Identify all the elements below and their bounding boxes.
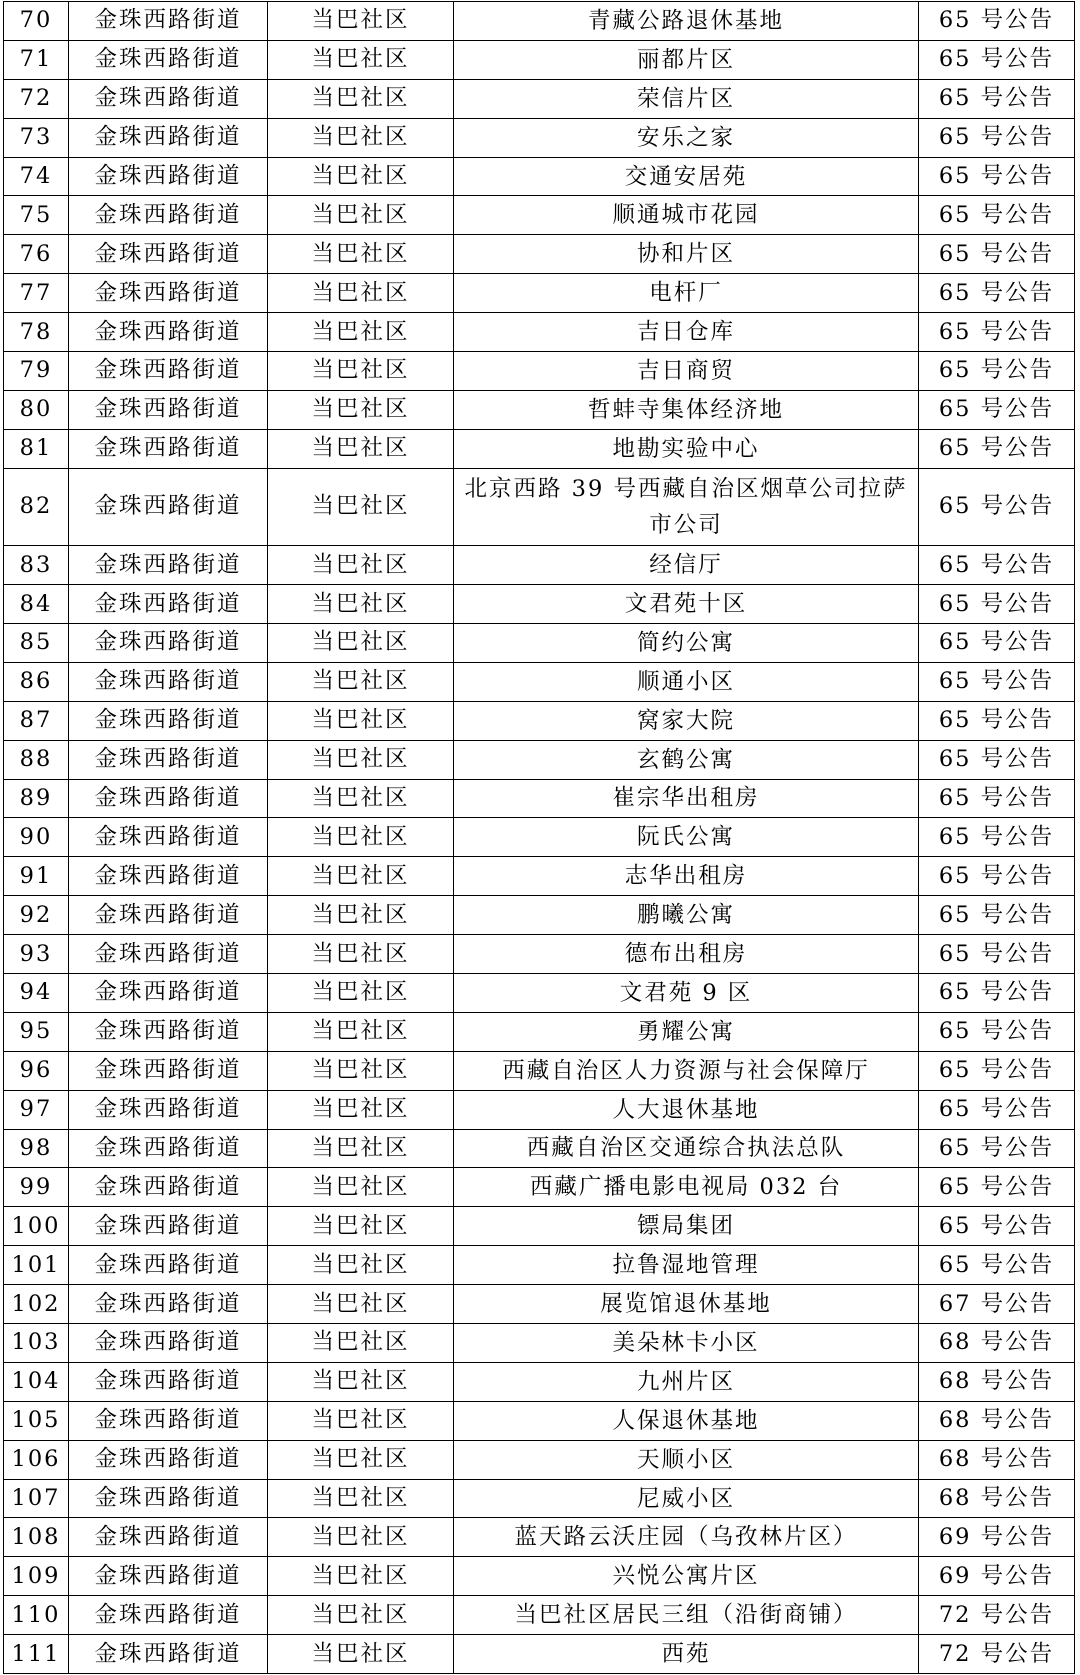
row-number-cell: 109 (4, 1557, 69, 1596)
community-cell: 当巴社区 (268, 1129, 454, 1168)
place-cell: 天顺小区 (454, 1440, 919, 1479)
table-row (4, 274, 1075, 313)
community-cell: 当巴社区 (268, 235, 454, 274)
notice-cell: 65 号公告 (919, 468, 1075, 546)
place-cell: 简约公寓 (454, 623, 919, 662)
community-cell: 当巴社区 (268, 818, 454, 857)
row-number-cell: 93 (4, 935, 69, 974)
place-cell: 地勘实验中心 (454, 429, 919, 468)
place-cell: 西藏自治区交通综合执法总队 (454, 1129, 919, 1168)
table-row (4, 390, 1075, 429)
community-cell: 当巴社区 (268, 1479, 454, 1518)
row-number-cell: 99 (4, 1168, 69, 1207)
community-cell: 当巴社区 (268, 1557, 454, 1596)
row-number-cell: 72 (4, 79, 69, 118)
notice-cell: 65 号公告 (919, 623, 1075, 662)
community-cell: 当巴社区 (268, 1324, 454, 1363)
notice-cell: 68 号公告 (919, 1479, 1075, 1518)
row-number-cell: 76 (4, 235, 69, 274)
place-cell: 九州片区 (454, 1362, 919, 1401)
street-cell: 金珠西路街道 (69, 585, 268, 624)
row-number-cell: 110 (4, 1596, 69, 1635)
street-cell: 金珠西路街道 (69, 779, 268, 818)
notice-cell: 72 号公告 (919, 1596, 1075, 1635)
street-cell: 金珠西路街道 (69, 623, 268, 662)
table-row (4, 1285, 1075, 1324)
community-cell: 当巴社区 (268, 1207, 454, 1246)
notice-cell: 65 号公告 (919, 429, 1075, 468)
table-row (4, 623, 1075, 662)
community-cell: 当巴社区 (268, 623, 454, 662)
notice-cell: 65 号公告 (919, 740, 1075, 779)
table-row (4, 1518, 1075, 1557)
place-cell: 兴悦公寓片区 (454, 1557, 919, 1596)
notice-cell: 68 号公告 (919, 1401, 1075, 1440)
row-number-cell: 107 (4, 1479, 69, 1518)
street-cell: 金珠西路街道 (69, 740, 268, 779)
community-cell: 当巴社区 (268, 1246, 454, 1285)
community-cell: 当巴社区 (268, 1440, 454, 1479)
row-number-cell: 77 (4, 274, 69, 313)
street-cell: 金珠西路街道 (69, 973, 268, 1012)
notice-cell: 65 号公告 (919, 662, 1075, 701)
table-row (4, 429, 1075, 468)
table-row (4, 779, 1075, 818)
street-cell: 金珠西路街道 (69, 1051, 268, 1090)
street-cell: 金珠西路街道 (69, 196, 268, 235)
place-cell: 美朵林卡小区 (454, 1324, 919, 1363)
street-cell: 金珠西路街道 (69, 157, 268, 196)
community-cell: 当巴社区 (268, 896, 454, 935)
community-cell: 当巴社区 (268, 779, 454, 818)
community-cell: 当巴社区 (268, 274, 454, 313)
place-cell: 窝家大院 (454, 701, 919, 740)
street-cell: 金珠西路街道 (69, 818, 268, 857)
notice-cell: 65 号公告 (919, 1051, 1075, 1090)
street-cell: 金珠西路街道 (69, 1129, 268, 1168)
street-cell: 金珠西路街道 (69, 546, 268, 585)
table-row (4, 79, 1075, 118)
notice-cell: 65 号公告 (919, 196, 1075, 235)
notice-cell: 65 号公告 (919, 896, 1075, 935)
community-cell: 当巴社区 (268, 157, 454, 196)
table-row (4, 857, 1075, 896)
place-cell: 展览馆退休基地 (454, 1285, 919, 1324)
place-cell: 丽都片区 (454, 40, 919, 79)
community-cell: 当巴社区 (268, 196, 454, 235)
table-row (4, 1012, 1075, 1051)
place-cell: 吉日仓库 (454, 313, 919, 352)
place-cell: 顺通城市花园 (454, 196, 919, 235)
row-number-cell: 100 (4, 1207, 69, 1246)
community-cell: 当巴社区 (268, 2, 454, 41)
row-number-cell: 105 (4, 1401, 69, 1440)
table-row (4, 1207, 1075, 1246)
community-cell: 当巴社区 (268, 857, 454, 896)
row-number-cell: 89 (4, 779, 69, 818)
row-number-cell: 79 (4, 352, 69, 391)
table-row (4, 662, 1075, 701)
community-cell: 当巴社区 (268, 1596, 454, 1635)
notice-cell: 65 号公告 (919, 235, 1075, 274)
notice-cell: 65 号公告 (919, 546, 1075, 585)
table-row (4, 1324, 1075, 1363)
place-cell: 文君苑 9 区 (454, 973, 919, 1012)
row-number-cell: 103 (4, 1324, 69, 1363)
notice-cell: 65 号公告 (919, 973, 1075, 1012)
street-cell: 金珠西路街道 (69, 313, 268, 352)
table-row (4, 313, 1075, 352)
notice-cell: 65 号公告 (919, 585, 1075, 624)
place-cell: 尼威小区 (454, 1479, 919, 1518)
table-row (4, 1635, 1075, 1674)
community-cell: 当巴社区 (268, 935, 454, 974)
place-cell: 当巴社区居民三组（沿街商铺） (454, 1596, 919, 1635)
place-cell: 吉日商贸 (454, 352, 919, 391)
street-cell: 金珠西路街道 (69, 1285, 268, 1324)
table-row (4, 1596, 1075, 1635)
notice-cell: 65 号公告 (919, 1168, 1075, 1207)
table-row (4, 1051, 1075, 1090)
row-number-cell: 81 (4, 429, 69, 468)
place-cell: 鹏曦公寓 (454, 896, 919, 935)
community-cell: 当巴社区 (268, 40, 454, 79)
street-cell: 金珠西路街道 (69, 235, 268, 274)
notice-cell: 65 号公告 (919, 390, 1075, 429)
row-number-cell: 96 (4, 1051, 69, 1090)
row-number-cell: 111 (4, 1635, 69, 1674)
table-row (4, 546, 1075, 585)
notice-cell: 68 号公告 (919, 1440, 1075, 1479)
community-cell: 当巴社区 (268, 429, 454, 468)
table-row (4, 818, 1075, 857)
place-cell: 人保退休基地 (454, 1401, 919, 1440)
community-cell: 当巴社区 (268, 973, 454, 1012)
street-cell: 金珠西路街道 (69, 1207, 268, 1246)
place-cell: 西苑 (454, 1635, 919, 1674)
place-cell: 北京西路 39 号西藏自治区烟草公司拉萨市公司 (454, 468, 919, 546)
row-number-cell: 104 (4, 1362, 69, 1401)
notice-cell: 72 号公告 (919, 1635, 1075, 1674)
community-cell: 当巴社区 (268, 1285, 454, 1324)
notice-cell: 65 号公告 (919, 352, 1075, 391)
place-cell: 荣信片区 (454, 79, 919, 118)
row-number-cell: 102 (4, 1285, 69, 1324)
place-cell: 安乐之家 (454, 118, 919, 157)
notice-cell: 65 号公告 (919, 313, 1075, 352)
community-cell: 当巴社区 (268, 468, 454, 546)
place-cell: 交通安居苑 (454, 157, 919, 196)
notice-cell: 65 号公告 (919, 118, 1075, 157)
notice-cell: 65 号公告 (919, 40, 1075, 79)
table-row (4, 935, 1075, 974)
table-row (4, 1129, 1075, 1168)
row-number-cell: 90 (4, 818, 69, 857)
notice-cell: 67 号公告 (919, 1285, 1075, 1324)
row-number-cell: 95 (4, 1012, 69, 1051)
street-cell: 金珠西路街道 (69, 701, 268, 740)
street-cell: 金珠西路街道 (69, 1557, 268, 1596)
table-row (4, 1246, 1075, 1285)
table-row (4, 1401, 1075, 1440)
notice-cell: 65 号公告 (919, 157, 1075, 196)
place-cell: 西藏广播电影电视局 032 台 (454, 1168, 919, 1207)
row-number-cell: 70 (4, 2, 69, 41)
row-number-cell: 75 (4, 196, 69, 235)
notice-cell: 65 号公告 (919, 1246, 1075, 1285)
place-cell: 西藏自治区人力资源与社会保障厅 (454, 1051, 919, 1090)
street-cell: 金珠西路街道 (69, 1324, 268, 1363)
place-cell: 德布出租房 (454, 935, 919, 974)
street-cell: 金珠西路街道 (69, 1635, 268, 1674)
table-row (4, 1440, 1075, 1479)
row-number-cell: 87 (4, 701, 69, 740)
place-cell: 勇耀公寓 (454, 1012, 919, 1051)
community-cell: 当巴社区 (268, 118, 454, 157)
community-cell: 当巴社区 (268, 546, 454, 585)
place-cell: 电杆厂 (454, 274, 919, 313)
row-number-cell: 82 (4, 468, 69, 546)
street-cell: 金珠西路街道 (69, 118, 268, 157)
street-cell: 金珠西路街道 (69, 1518, 268, 1557)
community-cell: 当巴社区 (268, 313, 454, 352)
place-cell: 哲蚌寺集体经济地 (454, 390, 919, 429)
table-row (4, 973, 1075, 1012)
row-number-cell: 84 (4, 585, 69, 624)
notice-cell: 65 号公告 (919, 1090, 1075, 1129)
street-cell: 金珠西路街道 (69, 40, 268, 79)
notice-cell: 65 号公告 (919, 779, 1075, 818)
notice-cell: 65 号公告 (919, 857, 1075, 896)
place-cell: 人大退休基地 (454, 1090, 919, 1129)
row-number-cell: 85 (4, 623, 69, 662)
notice-cell: 68 号公告 (919, 1362, 1075, 1401)
street-cell: 金珠西路街道 (69, 429, 268, 468)
row-number-cell: 73 (4, 118, 69, 157)
area-notice-table (3, 1, 1075, 1674)
place-cell: 志华出租房 (454, 857, 919, 896)
table-body (4, 2, 1075, 1674)
street-cell: 金珠西路街道 (69, 352, 268, 391)
community-cell: 当巴社区 (268, 1090, 454, 1129)
row-number-cell: 88 (4, 740, 69, 779)
community-cell: 当巴社区 (268, 1518, 454, 1557)
row-number-cell: 101 (4, 1246, 69, 1285)
street-cell: 金珠西路街道 (69, 390, 268, 429)
community-cell: 当巴社区 (268, 390, 454, 429)
row-number-cell: 71 (4, 40, 69, 79)
table-row (4, 701, 1075, 740)
table-row (4, 40, 1075, 79)
table-row (4, 1090, 1075, 1129)
place-cell: 镖局集团 (454, 1207, 919, 1246)
notice-cell: 65 号公告 (919, 818, 1075, 857)
place-cell: 玄鹤公寓 (454, 740, 919, 779)
street-cell: 金珠西路街道 (69, 468, 268, 546)
notice-cell: 69 号公告 (919, 1557, 1075, 1596)
place-cell: 阮氏公寓 (454, 818, 919, 857)
table-row (4, 468, 1075, 546)
row-number-cell: 97 (4, 1090, 69, 1129)
street-cell: 金珠西路街道 (69, 1246, 268, 1285)
street-cell: 金珠西路街道 (69, 1090, 268, 1129)
place-cell: 青藏公路退休基地 (454, 2, 919, 41)
table-row (4, 896, 1075, 935)
row-number-cell: 80 (4, 390, 69, 429)
table-row (4, 1168, 1075, 1207)
street-cell: 金珠西路街道 (69, 857, 268, 896)
notice-cell: 68 号公告 (919, 1324, 1075, 1363)
table-row (4, 585, 1075, 624)
row-number-cell: 108 (4, 1518, 69, 1557)
community-cell: 当巴社区 (268, 740, 454, 779)
table-row (4, 1479, 1075, 1518)
community-cell: 当巴社区 (268, 1012, 454, 1051)
community-cell: 当巴社区 (268, 1635, 454, 1674)
table-row (4, 196, 1075, 235)
row-number-cell: 106 (4, 1440, 69, 1479)
table-row (4, 740, 1075, 779)
street-cell: 金珠西路街道 (69, 1401, 268, 1440)
notice-cell: 65 号公告 (919, 701, 1075, 740)
notice-cell: 65 号公告 (919, 935, 1075, 974)
street-cell: 金珠西路街道 (69, 662, 268, 701)
street-cell: 金珠西路街道 (69, 2, 268, 41)
notice-cell: 65 号公告 (919, 1129, 1075, 1168)
notice-cell: 65 号公告 (919, 2, 1075, 41)
street-cell: 金珠西路街道 (69, 79, 268, 118)
table-row (4, 2, 1075, 41)
table-row (4, 1557, 1075, 1596)
place-cell: 崔宗华出租房 (454, 779, 919, 818)
street-cell: 金珠西路街道 (69, 1362, 268, 1401)
community-cell: 当巴社区 (268, 352, 454, 391)
table-row (4, 118, 1075, 157)
community-cell: 当巴社区 (268, 1051, 454, 1090)
community-cell: 当巴社区 (268, 1168, 454, 1207)
place-cell: 经信厅 (454, 546, 919, 585)
community-cell: 当巴社区 (268, 1401, 454, 1440)
place-cell: 拉鲁湿地管理 (454, 1246, 919, 1285)
community-cell: 当巴社区 (268, 662, 454, 701)
place-cell: 顺通小区 (454, 662, 919, 701)
place-cell: 蓝天路云沃庄园（乌孜林片区） (454, 1518, 919, 1557)
street-cell: 金珠西路街道 (69, 274, 268, 313)
row-number-cell: 91 (4, 857, 69, 896)
row-number-cell: 74 (4, 157, 69, 196)
notice-cell: 65 号公告 (919, 1012, 1075, 1051)
community-cell: 当巴社区 (268, 1362, 454, 1401)
community-cell: 当巴社区 (268, 701, 454, 740)
street-cell: 金珠西路街道 (69, 1440, 268, 1479)
street-cell: 金珠西路街道 (69, 1596, 268, 1635)
street-cell: 金珠西路街道 (69, 935, 268, 974)
row-number-cell: 98 (4, 1129, 69, 1168)
notice-cell: 69 号公告 (919, 1518, 1075, 1557)
street-cell: 金珠西路街道 (69, 896, 268, 935)
street-cell: 金珠西路街道 (69, 1479, 268, 1518)
place-cell: 文君苑十区 (454, 585, 919, 624)
table-row (4, 352, 1075, 391)
row-number-cell: 94 (4, 973, 69, 1012)
community-cell: 当巴社区 (268, 79, 454, 118)
row-number-cell: 92 (4, 896, 69, 935)
table-row (4, 1362, 1075, 1401)
notice-cell: 65 号公告 (919, 274, 1075, 313)
notice-cell: 65 号公告 (919, 79, 1075, 118)
table-row (4, 157, 1075, 196)
street-cell: 金珠西路街道 (69, 1012, 268, 1051)
row-number-cell: 78 (4, 313, 69, 352)
table-row (4, 235, 1075, 274)
community-cell: 当巴社区 (268, 585, 454, 624)
street-cell: 金珠西路街道 (69, 1168, 268, 1207)
row-number-cell: 86 (4, 662, 69, 701)
place-cell: 协和片区 (454, 235, 919, 274)
row-number-cell: 83 (4, 546, 69, 585)
notice-cell: 65 号公告 (919, 1207, 1075, 1246)
